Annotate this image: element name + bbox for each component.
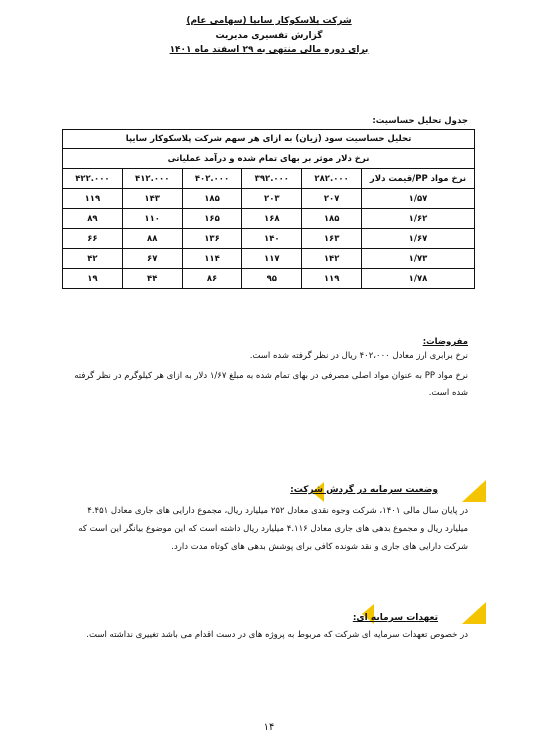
table-cell: ۲۰۷ bbox=[302, 189, 362, 209]
table-cell: ۸۸ bbox=[122, 229, 182, 249]
capital-commitments-text: در خصوص تعهدات سرمایه ای شرکت که مربوط به پروژه های در دست اقدام می باشد تغییری نداشته است. bbox=[86, 630, 468, 640]
table-cell: ۱۴۳ bbox=[122, 189, 182, 209]
row-label: ۱/۶۲ bbox=[362, 209, 475, 229]
period-title: برای دوره مالی منتهی به ۲۹ اسفند ماه ۱۴۰۱ bbox=[169, 45, 369, 55]
table-cell: ۱۴۲ bbox=[302, 249, 362, 269]
capital-commitments-heading: تعهدات سرمایه ای: bbox=[352, 613, 438, 623]
column-header: ۴۲۲.۰۰۰ bbox=[63, 169, 123, 189]
table-cell: ۱۱۰ bbox=[122, 209, 182, 229]
corner-header: نرخ مواد PP/قیمت دلار bbox=[362, 169, 475, 189]
table-cell: ۱۸۵ bbox=[182, 189, 242, 209]
working-capital-heading: وضعیت سرمایه در گردش شرکت: bbox=[290, 485, 438, 495]
table-cell: ۲۰۳ bbox=[242, 189, 302, 209]
table-cell: ۱۸۵ bbox=[302, 209, 362, 229]
table-row bbox=[63, 229, 475, 249]
table-cell: ۱۳۶ bbox=[182, 229, 242, 249]
row-label: ۱/۷۳ bbox=[362, 249, 475, 269]
company-title: شرکت پلاسکوکار سایپا (سهامی عام) bbox=[186, 16, 352, 26]
table-cell: ۹۵ bbox=[242, 269, 302, 289]
table-cell: ۱۹ bbox=[63, 269, 123, 289]
table-row bbox=[63, 249, 475, 269]
table-cell: ۱۱۹ bbox=[302, 269, 362, 289]
table-header-row bbox=[63, 169, 475, 189]
table-cell: ۸۹ bbox=[63, 209, 123, 229]
row-label: ۱/۶۷ bbox=[362, 229, 475, 249]
table-cell: ۴۲ bbox=[63, 249, 123, 269]
table-row bbox=[63, 209, 475, 229]
table-caption: جدول تحلیل حساسیت: bbox=[372, 116, 468, 126]
table-title: تحلیل حساسیت سود (زیان) به ازای هر سهم شرکت پلاسکوکار سایپا bbox=[63, 130, 475, 149]
working-capital-text: در پایان سال مالی ۱۴۰۱، شرکت وجوه نقدی معادل ۲۵۲ میلیارد ریال، مجموع دارایی های جاری معادل ۴.۴۵۱ میلیارد ریال و مجموع بدهی های جاری معادل ۴.۱۱۶ میلیارد ریال داشته است که این موضوع بیانگر این است که شرکت دارایی های جاری و نقد شونده کافی برای پوشش بدهی های کوتاه مدت دارد. bbox=[78, 506, 468, 552]
table-cell: ۸۶ bbox=[182, 269, 242, 289]
table-cell: ۱۶۳ bbox=[302, 229, 362, 249]
table-cell: ۱۶۸ bbox=[242, 209, 302, 229]
assumption-line-1: نرخ برابری ارز معادل ۴۰۲،۰۰۰ ریال در نظر گرفته شده است. bbox=[249, 351, 468, 361]
assumptions-heading: مفروضات: bbox=[422, 337, 468, 347]
table-cell: ۶۶ bbox=[63, 229, 123, 249]
table-cell: ۱۱۹ bbox=[63, 189, 123, 209]
row-label: ۱/۷۸ bbox=[362, 269, 475, 289]
table-row bbox=[63, 189, 475, 209]
table-cell: ۱۶۵ bbox=[182, 209, 242, 229]
table-cell: ۶۷ bbox=[122, 249, 182, 269]
table-subtitle: نرخ دلار موثر بر بهای تمام شده و درآمد عملیاتی bbox=[63, 149, 475, 169]
table-cell: ۱۴۰ bbox=[242, 229, 302, 249]
column-header: ۲۸۲.۰۰۰ bbox=[302, 169, 362, 189]
table-row bbox=[63, 269, 475, 289]
column-header: ۳۹۲.۰۰۰ bbox=[242, 169, 302, 189]
table-cell: ۴۴ bbox=[122, 269, 182, 289]
table-cell: ۱۱۴ bbox=[182, 249, 242, 269]
report-title: گزارش تفسیری مدیریت bbox=[215, 31, 323, 41]
column-header: ۴۰۲.۰۰۰ bbox=[182, 169, 242, 189]
sensitivity-table bbox=[62, 129, 475, 289]
page-number: ۱۴ bbox=[263, 722, 275, 733]
row-label: ۱/۵۷ bbox=[362, 189, 475, 209]
assumption-line-2: نرخ مواد PP به عنوان مواد اصلی مصرفی در بهای تمام شده به مبلغ ۱/۶۷ دلار به ازای هر کیلوگرم در نظر گرفته شده است. bbox=[74, 371, 468, 398]
column-header: ۴۱۲.۰۰۰ bbox=[122, 169, 182, 189]
table-cell: ۱۱۷ bbox=[242, 249, 302, 269]
